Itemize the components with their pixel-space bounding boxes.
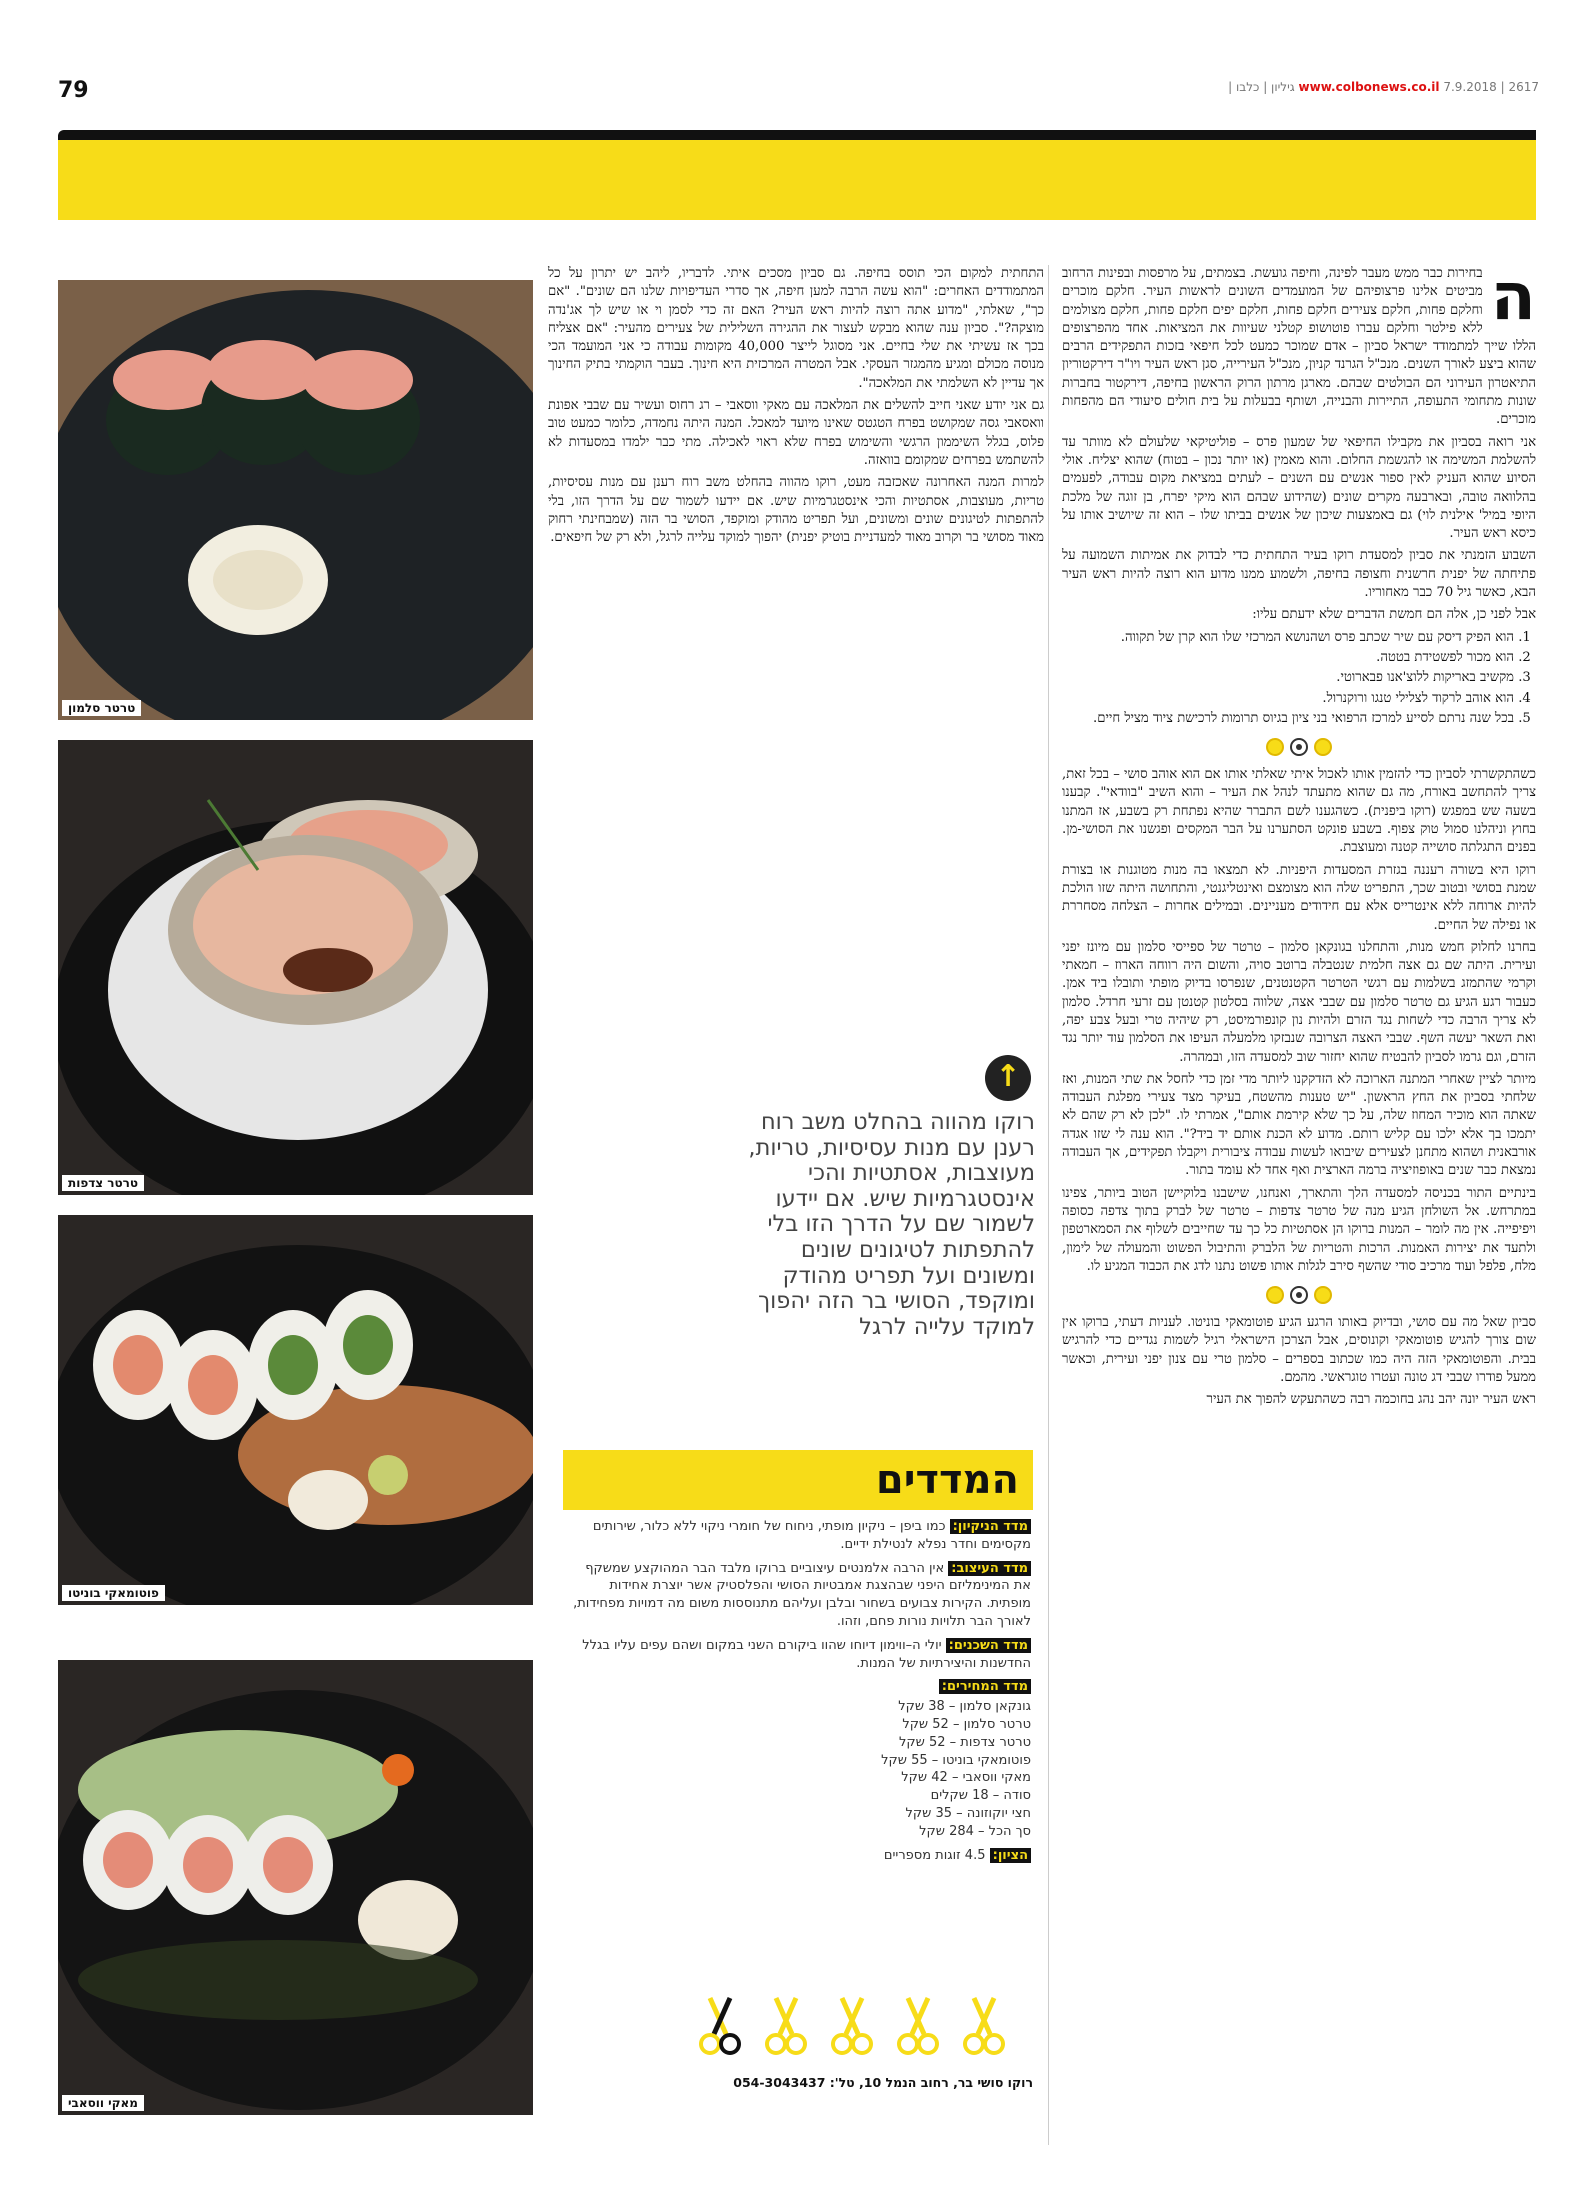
price-item: טרטר סלמון – 52 שקל <box>902 1716 1031 1732</box>
rating-neighbors <box>565 1637 1031 1673</box>
ratings-box <box>563 1450 1033 1872</box>
arrow-up-icon: ↑ <box>985 1055 1031 1101</box>
scissors-icon <box>767 1998 805 2053</box>
paragraph: מיותר לציין שאחרי המתנה הארוכה לא הזדקקנו ליותר מדי זמן כדי לחסל את שתי המנות, ואז שלחתי בסביון את החץ הראשון. "יש טענות מהשטח, בעיקר מצד צעירי מפלגת העבודה שאתה הוא מוכיר המחוז שלה, על כך שלא קירמת אותם", אמרתי לו. "לכן לא רק שהם לא יתמכו בך אלא ילכו עם קליש רותם. מדוע לא הכנת אותם יד ביד?". הוא ענה לי שזו אגדה אורבאנית ושהוא מתחנן לצעירים שיבואו לעשות עבודה ציבורית ויקבלו תפקידים, אך העבודה נמצאת כבר שנים באופוזיציה ברמה הארצית ואף אחד לא עומד בתור. <box>1062 1071 1536 1179</box>
price-item: חצי יוקוזונה – 35 שקל <box>905 1805 1031 1821</box>
photo-bonito-futomaki <box>58 1215 533 1605</box>
photo-caption: פוטומאקי בוניטו <box>62 1585 165 1601</box>
fact-item: 3. מקשיב באריקות ללוצ'אנו פבארוטי. <box>1062 669 1514 687</box>
drop-cap: ה <box>1490 258 1536 335</box>
header-bar <box>58 130 1536 140</box>
paragraph: בחירות כבר ממש מעבר לפינה, וחיפה גועשת. בצמתים, על מרפסות ובפינות הרחוב מביטים אלינו פרצופיהם של המועמדים השונים לראשות העיר. חלקם מוכרים וחלקם פחות, חלקם צעירים חלקם פחות, חלקם יפים חלקם פחות, חלקם מצולמים ללא פילטר וחלקם עברו פוטושופ קטלני שעיוות את המציאות. אחד מהפרצופים הללו שייך למתמודד ישראל סביון – אדם שמוכר כמעט לכל חיפאי בזכות התפקידים הרבים שהוא ביצע לאורך השנים. מנכ"ל הגרנד קניון, מנכ"ל העירייה, סגן ראש העיר ויו"ר דירקטוריון התיאטרון העירוני הם הבולטים שבהם. מארגן מרתון הרוק הראשון בחיפה, דירקטור בחברות שונות מתחומי התעופה, התיירות והבנייה, ושותף בבעלות על בית חולים סיעודי הם מהפחות מוכרים. <box>1062 266 1536 428</box>
rating-text: אין הרבה אלמנטים עיצוביים ברוקו מלבד הבר המהוקצע שמשקף את המינימליזם היפני שבהצגת אמבטיות הסושי והפלסטיק אשר יוצרת אחידות מופתית. הקירות צבועים בשחור ובלבן ועליהם מתנוססות משום מה דמויות מפחידות, לאורך הבר תלויות נורות פחם, וזהו. <box>573 1560 1031 1629</box>
paragraph: השבוע הזמנתי את סביון למסעדת רוקו בעיר התחתית כדי לבדוק את אמיתות השמועה על פתיחתה של יפנית חרשנית וחצופה בחיפה, ולשמוע ממנו מדוע הוא רוצה להיות ראש העיר הבא, כאשר גיל 70 כבר מאחוריו. <box>1062 548 1536 601</box>
paragraph: ראש העיר יונה יהב נהג בחוכמה רבה כשהתעקש להפוך את העיר <box>1206 1392 1536 1408</box>
paragraph: למרות המנה האחרונה שאכזבה מעט, רוקו מהווה בהחלט משב רוח רענן עם מנות עסיסיות, טריות, מעוצבות, אסתטיות והכי אינסטגרמיות שיש. אם יידעו לשמור שם על הדרך הזו, בלי להתפתות לטיגונים שונים ומשונים, ועל תפריט מהודק ומוקפד, הסושי בר הזה (שמבחינתי רחוק מאוד מסושי בר וקרוב מאוד למעדניית בוטיק יפנית) יהפוך למוקד עלייה לרגל, ולא רק של חיפאים. <box>548 475 1044 546</box>
paragraph: גם אני יודע שאני חייב להשלים את המלאכה עם מאקי ווסאבי – רג רחוס ועשיר עם שבבי אפונת וואסאבי גסה שמקושט בפרח הטגטס שאינו מיועד למאכל. המנה היתה נחמדה, כלומר כמעט טוב פלוס, בגלל השיממון הרגשי והשימוש בפרח שלא ראוי לאכילה. מתי כבר ילמדו במסעדות לא להשתמש בפרחים שמקומם בוואזה. <box>548 398 1044 468</box>
column-rule <box>1048 265 1049 2145</box>
rating-text: כמו ביפן – ניקיון מופתי, ניחוח של חומרי ניקוי ללא כלור, שירותים מקסימים וחדר נפלא לנטילת ידיים. <box>592 1519 1031 1552</box>
pull-quote: רוקו מהווה בהחלט משב רוח רענן עם מנות עסיסיות, טריות, מעוצבות, אסתטיות והכי אינסטגרמיות שיש. אם יידעו לשמור שם על הדרך הזו בלי להתפתות לטיגונים שונים ומשונים ועל תפריט מהודק ומוקפד, הסושי בר הזה יהפוך למוקד עלייה לרגל <box>748 1109 1035 1340</box>
fact-item: 1. הוא הפיק דיסק עם שיר שכתב פרס ושהנושא המרכזי שלו הוא קרן של תקווה. <box>1062 629 1514 647</box>
photo-salmon-tartare <box>58 280 533 720</box>
rating-label: מדד השכנים: <box>946 1638 1031 1653</box>
masthead <box>1228 80 1539 94</box>
section-separator <box>1062 738 1536 756</box>
article-column-right <box>1062 258 1536 1414</box>
price-item: מאקי ווסאבי – 42 שקל <box>901 1770 1031 1786</box>
page-number: 79 <box>58 78 89 103</box>
section-separator <box>1062 1286 1536 1304</box>
rating-label: מדד המחירים: <box>939 1679 1031 1694</box>
paragraph: אבל לפני כן, אלה הם חמשת הדברים שלא ידעתם עליו: <box>1252 607 1536 623</box>
fact-item: 2. הוא מכור לפשטידת בטטה. <box>1062 649 1514 667</box>
header-band <box>58 140 1536 220</box>
scissors-rating <box>690 1990 1030 2060</box>
rating-text: יולי ה–ווימון דיוחו שהוו ביקורם השני במקום ושהם עפים עליו בגלל החדשנות והיצירתיות של המנות. <box>582 1637 1031 1671</box>
restaurant-details: רוקו סושי בר, רחוב הנמל 10, טל': 054-3043437 <box>733 2075 1033 2090</box>
price-item: גונקאן סלמון – 38 שקל <box>898 1699 1031 1715</box>
photo-scallop-tartare <box>58 740 533 1195</box>
paragraph: כשהתקשרתי לסביון כדי להזמין אותו לאכול איתי שאלתי אותו אם הוא אוהב סושי – בכל זאת, צריך להתחשב באורח, מה גם שהוא מתעתד לנהל את העיר – והוא השיב "בוודאי". קבענו בשעה שש במפגש (רוקו ביפנית). כשהגענו לשם התברר שהיא נפתחת רק בשבע, אז המתנו בחוץ וניהלנו סמול טוק צפוף. בשבע פונקט הסתערנו על הבר המקסים ופגשנו את הסושי-מן. בפנים התגלתה סושייה קטנה ומעוצבת. <box>1062 767 1536 856</box>
paragraph: בינתיים התור בכניסה למסעדה הלך והתארך, ואנחנו, שישבנו בלוקיישן הטוב ביותר, צפינו במתרחש. אל השולחן הגיע מנה של טרטר צדפות – טרטר של לברק בתוך צדפה כסופה ויפיפייה. אין מה לומר – המנות ברוקו הן אסתטיות כל כך עד שחייבים לשלוף את הסמארטפון ולתעד את יצירות האמנות. הרכות והטריות של הלברק והתיבול הפשוט והמעולה של לימון, מלח, פלפל ועוד מרכיב סודי שהשף סירב לגלות אותו פשוט נתנו לדג את הכבוד המגיע לו. <box>1062 1185 1536 1274</box>
rating-label: הציון: <box>990 1848 1031 1863</box>
scissors-icon <box>899 1998 937 2053</box>
ratings-title: המדדים <box>563 1450 1033 1510</box>
rating-cleanliness <box>565 1518 1031 1554</box>
ratings-body <box>563 1510 1033 1872</box>
price-item: טרטר צדפות – 52 שקל <box>899 1734 1031 1750</box>
paragraph: אני רואה בסביון את מקבילו החיפאי של שמעון פרס – פוליטיקאי שלעולם לא מוותר עד להשלמת המשימה או להגשמת החלום. והוא מאמין (או יותר נכון – בטוח) שהוא יצליח. אולי הסיוע שהוא העניק לאין ספור אנשים עם השנים – לעתים במציאת מקום עבודה, לפעמים בהלוואה טובה, ובארבעה מקרים שונים (שהידוע שבהם הוא מיקי יפרח, בן זוגה של מלכת היופי במיל' אילנית לוי) גם באמצעות שיכון של אנשים בביתו שלו – הוא זה שיושיב אותו על כיסא ראש העיר. <box>1062 434 1536 542</box>
bonito-futomaki-image <box>58 1215 533 1605</box>
price-item: סודה – 18 שקלים <box>930 1788 1031 1804</box>
photo-caption: טרטר סלמון <box>62 700 141 716</box>
paragraph: סביון שאל מה עם סושי, ובדיוק באותו הרגע הגיע פוטומאקי בוניטו. לעניות דעתי, ברוקו אין שום צורך להגיש פוטומאקי וקונוסים, אבל הצרכן הישראלי רגיל לשמות נגדיים כדי להרגיש בבית. והפוטומאקי הזה היה כמו שכתוב בספרים – סלמון טרי עם צנון יפני ועירית, וכאשר ממעל פודרו שבבי דג טונה ועטרו טוגראשי. מהמם. <box>1062 1315 1536 1386</box>
rating-label: מדד הניקיון: <box>950 1519 1031 1534</box>
rating-text: 4.5 זוגות מספריים <box>883 1847 986 1863</box>
price-item: פוטומאקי בוניטו – 55 שקל <box>881 1752 1031 1768</box>
scallop-tartare-image <box>58 740 533 1195</box>
photo-caption: טרטר צדפות <box>62 1175 144 1191</box>
wasabi-maki-image <box>58 1660 533 2115</box>
price-list <box>565 1698 1031 1840</box>
fact-item: 5. בכל שנה נרתם לסייע למרכז הרפואי בני ציון בגיוס תרומות לרכישת ציוד מציל חיים. <box>1062 710 1514 728</box>
scissors-icon <box>965 1998 1003 2053</box>
paragraph: רוקו היא בשורה רעננה בגזרת המסעדות היפניות. לא תמצאו בה מנות מטוגנות או בצורת שמנת בסושי ובטוב שכך, התפריט שלה הוא מצומצם ואינטליגנטי, והתחושה היתה שזו הולכת להיות ארוחה ללא אינטרייס אלא עם חידודים מעניינים. ובמילים אחרות – הצלחה מסחררת או נפילה של החיים. <box>1062 862 1536 933</box>
photo-wasabi-maki <box>58 1660 533 2115</box>
facts-list <box>1062 629 1536 728</box>
paragraph: התחתית למקום הכי תוסס בחיפה. גם סביון מסכים איתי. לדבריו, ליהב יש יתרון על כל המתמודדים האחרים: "הוא עשה הרבה למען חיפה, אך סדרי העדיפויות שלנו הם שונים". "אם כך", שאלתי, "מדוע אתה רוצה להיות ראש העיר? האם זה כדי לסמן וי או שיש לך אג'נדה מוצקה?". סביון ענה שהוא מבקש לעצור את ההגירה השלילית של צעירים מהעיר: "אם אצליח בכך אז עשיתי את שלי בחיים. אני מסוגל לייצר 40,000 מקומות עבודה כי אני המועמד הכי מנוסה מכולם ומגיע מהמגזר העסקי. אבל המטרה המרכזית היא חינוך. בעבר הוקמתי בתיק החינוך אך עדיין לא השלמתי את המלאכה". <box>548 266 1044 391</box>
site-url[interactable]: www.colbonews.co.il <box>1298 80 1440 94</box>
rating-score <box>565 1847 1031 1865</box>
fact-item: 4. הוא אוהב לרקוד לצלילי טנגו ורוקנרול. <box>1062 690 1514 708</box>
scissors-icon <box>833 1998 871 2053</box>
paragraph: בחרנו לחלוק חמש מנות, והתחלנו בגונקאן סלמון – טרטר של ספייסי סלמון עם מיונז יפני ועירית. היתה שם גם אצה חלמית שנטבלה ברוטב סויה, והשום היה רווחה הארוז – חמאתי וקרמי שהתמזג בשלמות עם רגשי הטרטר הקטנטנים, שנפרסו בדיוק מופתי ותובלו ביד אמן. כעבור רגע הגיע גם טרטר סלמון עם שבבי אצה, שלווה בסלטון קטנטן עם זרעי חרדל. סלמון לא צריך הרבה כדי לשחות נגד הזרם ולהיות נון קונפורמיסט, רק שיהיה טרי ובעל צבע יפה, ואת השאר יעשה השף. שבבי האצה הצרובה שנבזקו מלמעלה העיפו את הסלמון עוד יותר נגד הזרם, וגם גרמו לסביון להבטיח שהוא יחזור שוב למסעדה הזו, ובמהרה. <box>1062 939 1536 1065</box>
salmon-tartare-image <box>58 280 533 720</box>
rating-design <box>565 1560 1031 1631</box>
price-item: סך הכל – 284 שקל <box>919 1823 1031 1839</box>
issue-info: 7.9.2018 | 2617 גיליון | כלבו | <box>1228 80 1539 94</box>
rating-label: מדד העיצוב: <box>948 1561 1031 1576</box>
photo-caption: מאקי ווסאבי <box>62 2095 144 2111</box>
scissors-icon <box>701 1998 739 2053</box>
article-column-middle <box>548 265 1044 551</box>
rating-prices <box>565 1678 1031 1840</box>
